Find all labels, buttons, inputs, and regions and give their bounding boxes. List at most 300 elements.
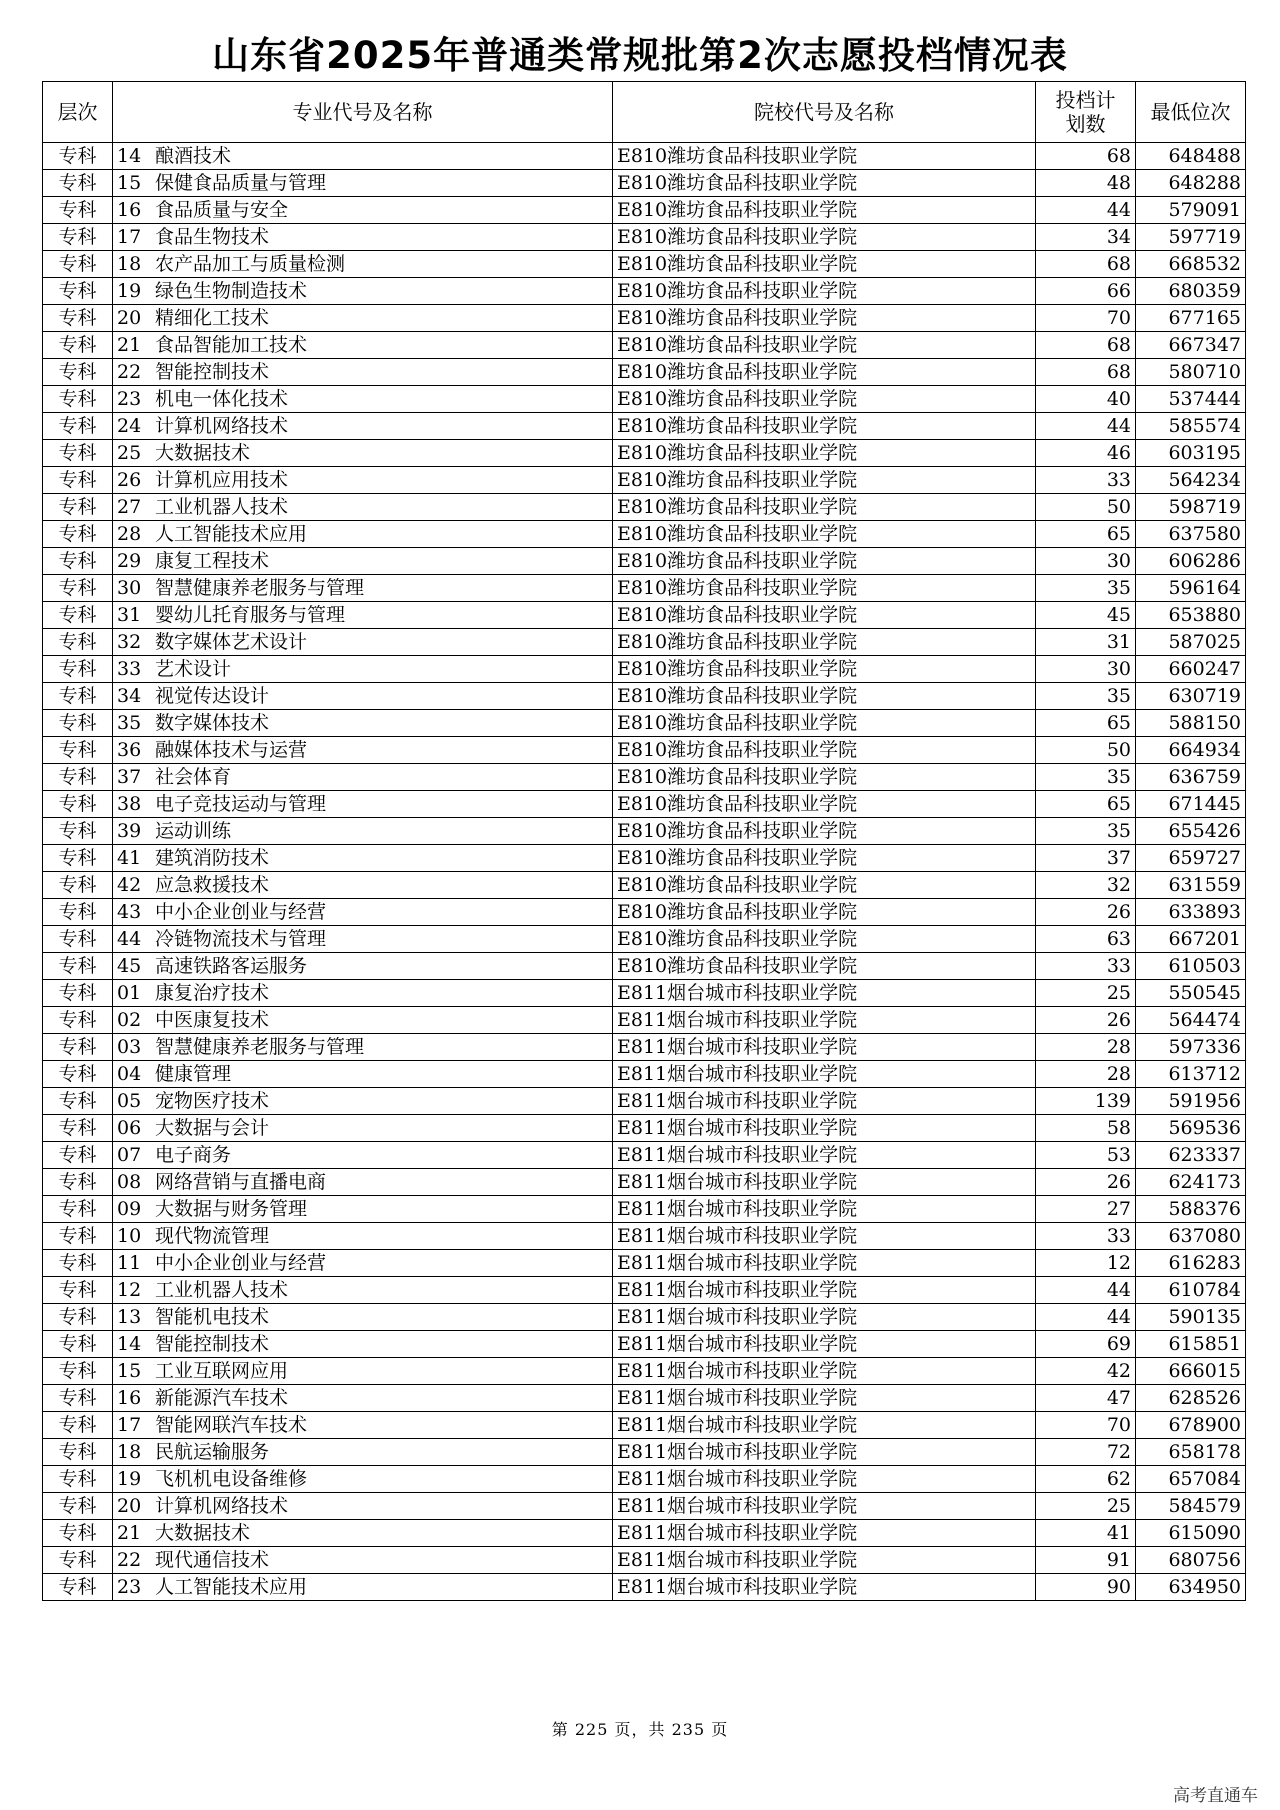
cell-plan: 12 [1036,1250,1136,1277]
cell-rank: 610503 [1136,953,1246,980]
cell-rank: 657084 [1136,1466,1246,1493]
cell-school: E811烟台城市科技职业学院 [613,1061,1036,1088]
cell-plan: 35 [1036,764,1136,791]
major-code: 12 [117,1279,142,1301]
cell-plan: 139 [1036,1088,1136,1115]
major-code: 31 [117,604,142,626]
cell-plan: 44 [1036,1277,1136,1304]
cell-level: 专科 [43,1250,113,1277]
cell-rank: 637080 [1136,1223,1246,1250]
major-code: 29 [117,550,142,572]
cell-school: E810潍坊食品科技职业学院 [613,710,1036,737]
page-title: 山东省2025年普通类常规批第2次志愿投档情况表 [212,34,1068,77]
cell-school: E811烟台城市科技职业学院 [613,1358,1036,1385]
cell-rank: 615851 [1136,1331,1246,1358]
cell-rank: 659727 [1136,845,1246,872]
major-code: 01 [117,982,142,1004]
cell-plan: 72 [1036,1439,1136,1466]
cell-level: 专科 [43,1439,113,1466]
cell-major [113,1223,613,1250]
major-name: 数字媒体技术 [155,712,270,734]
cell-school: E810潍坊食品科技职业学院 [613,467,1036,494]
cell-level: 专科 [43,818,113,845]
cell-major [113,278,613,305]
major-name: 中小企业创业与经营 [155,901,327,923]
table-row [43,575,1246,602]
cell-major [113,602,613,629]
cell-plan: 30 [1036,656,1136,683]
cell-level: 专科 [43,1088,113,1115]
table-row [43,1520,1246,1547]
table-row [43,1115,1246,1142]
cell-plan: 26 [1036,1169,1136,1196]
cell-plan: 68 [1036,143,1136,170]
cell-level: 专科 [43,575,113,602]
cell-school: E810潍坊食品科技职业学院 [613,143,1036,170]
major-name: 现代通信技术 [155,1549,270,1571]
table-row [43,440,1246,467]
cell-school: E811烟台城市科技职业学院 [613,1574,1036,1601]
major-code: 15 [117,172,142,194]
cell-major [113,143,613,170]
cell-school: E811烟台城市科技职业学院 [613,1547,1036,1574]
cell-plan: 91 [1036,1547,1136,1574]
cell-plan: 33 [1036,1223,1136,1250]
cell-school: E811烟台城市科技职业学院 [613,1223,1036,1250]
cell-major [113,872,613,899]
major-name: 婴幼儿托育服务与管理 [155,604,346,626]
cell-plan: 26 [1036,1007,1136,1034]
cell-rank: 597336 [1136,1034,1246,1061]
major-code: 10 [117,1225,142,1247]
table-row [43,845,1246,872]
cell-rank: 610784 [1136,1277,1246,1304]
table-row [43,467,1246,494]
cell-rank: 613712 [1136,1061,1246,1088]
cell-school: E811烟台城市科技职业学院 [613,1385,1036,1412]
cell-rank: 624173 [1136,1169,1246,1196]
cell-major [113,845,613,872]
cell-rank: 653880 [1136,602,1246,629]
cell-rank: 588376 [1136,1196,1246,1223]
cell-school: E811烟台城市科技职业学院 [613,1331,1036,1358]
cell-major [113,359,613,386]
cell-rank: 537444 [1136,386,1246,413]
table-row [43,143,1246,170]
cell-plan: 66 [1036,278,1136,305]
cell-major [113,1358,613,1385]
cell-school: E810潍坊食品科技职业学院 [613,818,1036,845]
cell-level: 专科 [43,980,113,1007]
cell-school: E810潍坊食品科技职业学院 [613,440,1036,467]
cell-school: E810潍坊食品科技职业学院 [613,602,1036,629]
cell-level: 专科 [43,872,113,899]
cell-rank: 637580 [1136,521,1246,548]
cell-rank: 630719 [1136,683,1246,710]
cell-major [113,899,613,926]
table-row [43,305,1246,332]
cell-plan: 53 [1036,1142,1136,1169]
cell-level: 专科 [43,1061,113,1088]
cell-major [113,980,613,1007]
cell-rank: 648288 [1136,170,1246,197]
cell-plan: 34 [1036,224,1136,251]
major-code: 43 [117,901,142,923]
cell-major [113,467,613,494]
major-name: 计算机网络技术 [155,415,289,437]
table-row [43,683,1246,710]
cell-level: 专科 [43,899,113,926]
cell-school: E810潍坊食品科技职业学院 [613,251,1036,278]
table-row [43,170,1246,197]
cell-school: E810潍坊食品科技职业学院 [613,899,1036,926]
table-row [43,1439,1246,1466]
table-row [43,1385,1246,1412]
table-row [43,548,1246,575]
major-code: 17 [117,226,142,248]
cell-major [113,953,613,980]
cell-level: 专科 [43,170,113,197]
cell-plan: 62 [1036,1466,1136,1493]
table-row [43,494,1246,521]
cell-plan: 25 [1036,980,1136,1007]
cell-level: 专科 [43,359,113,386]
major-code: 27 [117,496,142,518]
table-row [43,1250,1246,1277]
major-name: 健康管理 [155,1063,232,1085]
table-row [43,332,1246,359]
cell-major [113,791,613,818]
cell-major [113,386,613,413]
major-code: 21 [117,1522,142,1544]
major-name: 智慧健康养老服务与管理 [155,577,365,599]
cell-major [113,1142,613,1169]
cell-rank: 580710 [1136,359,1246,386]
cell-school: E810潍坊食品科技职业学院 [613,197,1036,224]
cell-school: E810潍坊食品科技职业学院 [613,656,1036,683]
cell-school: E810潍坊食品科技职业学院 [613,629,1036,656]
cell-level: 专科 [43,710,113,737]
major-name: 智能控制技术 [155,1333,270,1355]
major-code: 24 [117,415,142,437]
major-name: 工业互联网应用 [155,1360,289,1382]
cell-rank: 584579 [1136,1493,1246,1520]
cell-rank: 658178 [1136,1439,1246,1466]
cell-school: E811烟台城市科技职业学院 [613,1088,1036,1115]
cell-plan: 90 [1036,1574,1136,1601]
cell-level: 专科 [43,1115,113,1142]
major-name: 网络营销与直播电商 [155,1171,327,1193]
cell-level: 专科 [43,521,113,548]
major-name: 绿色生物制造技术 [155,280,308,302]
cell-major [113,629,613,656]
cell-rank: 680359 [1136,278,1246,305]
cell-plan: 28 [1036,1034,1136,1061]
major-name: 食品生物技术 [155,226,270,248]
cell-level: 专科 [43,305,113,332]
cell-school: E810潍坊食品科技职业学院 [613,170,1036,197]
table-row [43,872,1246,899]
cell-plan: 68 [1036,251,1136,278]
cell-school: E811烟台城市科技职业学院 [613,1466,1036,1493]
cell-rank: 615090 [1136,1520,1246,1547]
major-code: 16 [117,1387,142,1409]
major-name: 人工智能技术应用 [155,1576,308,1598]
cell-level: 专科 [43,278,113,305]
cell-major [113,737,613,764]
cell-rank: 616283 [1136,1250,1246,1277]
cell-rank: 588150 [1136,710,1246,737]
cell-school: E811烟台城市科技职业学院 [613,1277,1036,1304]
cell-major [113,1169,613,1196]
table-row [43,602,1246,629]
table-row [43,1007,1246,1034]
cell-plan: 26 [1036,899,1136,926]
major-name: 大数据技术 [155,1522,251,1544]
cell-school: E810潍坊食品科技职业学院 [613,332,1036,359]
cell-plan: 65 [1036,791,1136,818]
major-name: 康复治疗技术 [155,982,270,1004]
cell-level: 专科 [43,1169,113,1196]
major-name: 智能控制技术 [155,361,270,383]
cell-plan: 33 [1036,467,1136,494]
cell-rank: 677165 [1136,305,1246,332]
cell-rank: 596164 [1136,575,1246,602]
major-code: 15 [117,1360,142,1382]
cell-major [113,575,613,602]
cell-school: E810潍坊食品科技职业学院 [613,575,1036,602]
cell-rank: 680756 [1136,1547,1246,1574]
cell-rank: 606286 [1136,548,1246,575]
cell-plan: 65 [1036,710,1136,737]
major-name: 飞机机电设备维修 [155,1468,308,1490]
cell-level: 专科 [43,1277,113,1304]
table-row [43,1223,1246,1250]
major-code: 17 [117,1414,142,1436]
cell-major [113,1547,613,1574]
page-footer: 第 225 页，共 235 页 [551,1720,729,1739]
cell-school: E810潍坊食品科技职业学院 [613,278,1036,305]
major-name: 食品智能加工技术 [155,334,308,356]
cell-level: 专科 [43,845,113,872]
table-row [43,1547,1246,1574]
table-row [43,926,1246,953]
cell-school: E810潍坊食品科技职业学院 [613,386,1036,413]
table-row [43,224,1246,251]
major-code: 05 [117,1090,142,1112]
cell-major [113,197,613,224]
cell-plan: 27 [1036,1196,1136,1223]
cell-rank: 678900 [1136,1412,1246,1439]
major-code: 36 [117,739,142,761]
major-name: 精细化工技术 [155,307,270,329]
cell-major [113,1196,613,1223]
cell-major [113,683,613,710]
major-code: 03 [117,1036,142,1058]
table-row [43,1412,1246,1439]
major-name: 机电一体化技术 [155,388,289,410]
major-name: 应急救援技术 [155,874,270,896]
cell-rank: 623337 [1136,1142,1246,1169]
major-code: 20 [117,1495,142,1517]
cell-plan: 30 [1036,548,1136,575]
major-name: 酿酒技术 [155,145,232,167]
watermark: 高考直通车 [1173,1786,1258,1806]
cell-school: E810潍坊食品科技职业学院 [613,764,1036,791]
cell-plan: 32 [1036,872,1136,899]
cell-level: 专科 [43,548,113,575]
major-name: 运动训练 [155,820,232,842]
cell-plan: 50 [1036,494,1136,521]
table-row [43,1304,1246,1331]
cell-level: 专科 [43,602,113,629]
cell-level: 专科 [43,1547,113,1574]
cell-level: 专科 [43,1520,113,1547]
major-code: 04 [117,1063,142,1085]
cell-rank: 597719 [1136,224,1246,251]
cell-major [113,1088,613,1115]
cell-major [113,1007,613,1034]
major-name: 大数据与会计 [155,1117,270,1139]
cell-major [113,656,613,683]
major-name: 智慧健康养老服务与管理 [155,1036,365,1058]
cell-rank: 564474 [1136,1007,1246,1034]
cell-plan: 40 [1036,386,1136,413]
cell-major [113,1412,613,1439]
header-level: 层次 [43,82,113,143]
cell-level: 专科 [43,332,113,359]
cell-major [113,170,613,197]
cell-school: E810潍坊食品科技职业学院 [613,683,1036,710]
major-code: 34 [117,685,142,707]
cell-rank: 590135 [1136,1304,1246,1331]
cell-level: 专科 [43,1142,113,1169]
cell-plan: 44 [1036,1304,1136,1331]
table-row [43,413,1246,440]
cell-school: E810潍坊食品科技职业学院 [613,953,1036,980]
major-code: 28 [117,523,142,545]
header-school: 院校代号及名称 [613,82,1036,143]
header-plan-text: 投档计划数 [1055,88,1116,136]
cell-level: 专科 [43,197,113,224]
cell-rank: 666015 [1136,1358,1246,1385]
major-name: 高速铁路客运服务 [155,955,308,977]
cell-major [113,413,613,440]
cell-school: E811烟台城市科技职业学院 [613,1007,1036,1034]
table-row [43,1142,1246,1169]
cell-level: 专科 [43,737,113,764]
cell-plan: 69 [1036,1331,1136,1358]
major-code: 25 [117,442,142,464]
major-name: 冷链物流技术与管理 [155,928,327,950]
major-name: 食品质量与安全 [155,199,289,221]
header-plan [1036,82,1136,143]
cell-major [113,1466,613,1493]
cell-rank: 628526 [1136,1385,1246,1412]
major-name: 人工智能技术应用 [155,523,308,545]
table-row [43,656,1246,683]
cell-major [113,1385,613,1412]
cell-rank: 631559 [1136,872,1246,899]
major-code: 08 [117,1171,142,1193]
table-row [43,197,1246,224]
major-code: 21 [117,334,142,356]
cell-plan: 37 [1036,845,1136,872]
cell-major [113,305,613,332]
table-row [43,386,1246,413]
cell-major [113,521,613,548]
cell-plan: 50 [1036,737,1136,764]
major-code: 45 [117,955,142,977]
cell-school: E811烟台城市科技职业学院 [613,1412,1036,1439]
cell-level: 专科 [43,656,113,683]
cell-plan: 25 [1036,1493,1136,1520]
cell-rank: 667201 [1136,926,1246,953]
table-row [43,1574,1246,1601]
major-code: 20 [117,307,142,329]
cell-school: E811烟台城市科技职业学院 [613,1250,1036,1277]
cell-plan: 68 [1036,332,1136,359]
major-name: 康复工程技术 [155,550,270,572]
cell-level: 专科 [43,224,113,251]
major-name: 保健食品质量与管理 [155,172,327,194]
cell-major [113,548,613,575]
cell-major [113,1250,613,1277]
major-code: 22 [117,361,142,383]
major-name: 工业机器人技术 [155,496,289,518]
major-code: 39 [117,820,142,842]
major-code: 32 [117,631,142,653]
cell-school: E811烟台城市科技职业学院 [613,1493,1036,1520]
major-name: 农产品加工与质量检测 [155,253,346,275]
table-row [43,521,1246,548]
cell-major [113,224,613,251]
cell-plan: 46 [1036,440,1136,467]
major-code: 30 [117,577,142,599]
cell-school: E811烟台城市科技职业学院 [613,1169,1036,1196]
major-name: 建筑消防技术 [155,847,270,869]
cell-level: 专科 [43,764,113,791]
major-name: 电子竞技运动与管理 [155,793,327,815]
cell-level: 专科 [43,791,113,818]
cell-level: 专科 [43,494,113,521]
major-code: 23 [117,1576,142,1598]
cell-level: 专科 [43,251,113,278]
cell-rank: 633893 [1136,899,1246,926]
table-row [43,1358,1246,1385]
cell-plan: 45 [1036,602,1136,629]
cell-school: E810潍坊食品科技职业学院 [613,926,1036,953]
table-row [43,629,1246,656]
header-major: 专业代号及名称 [113,82,613,143]
cell-rank: 585574 [1136,413,1246,440]
cell-rank: 550545 [1136,980,1246,1007]
cell-level: 专科 [43,440,113,467]
major-code: 06 [117,1117,142,1139]
cell-major [113,1034,613,1061]
cell-level: 专科 [43,1304,113,1331]
cell-plan: 65 [1036,521,1136,548]
cell-school: E811烟台城市科技职业学院 [613,980,1036,1007]
table-row [43,1331,1246,1358]
table-row [43,764,1246,791]
major-name: 智能机电技术 [155,1306,270,1328]
table-row [43,251,1246,278]
table-row [43,980,1246,1007]
cell-plan: 44 [1036,413,1136,440]
major-name: 中小企业创业与经营 [155,1252,327,1274]
cell-major [113,710,613,737]
